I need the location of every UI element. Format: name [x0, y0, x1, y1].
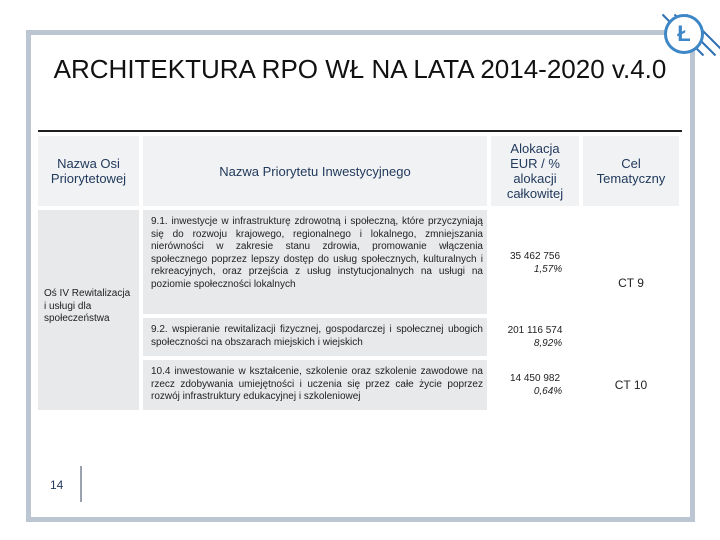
allocation-10-4: [491, 360, 579, 410]
allocation-9-2: [491, 318, 579, 356]
axis-name-cell: Oś IV Rewitalizacja i usługi dla społeczeństwa: [38, 210, 139, 410]
allocation-amount: 201 116 574: [507, 325, 563, 336]
thematic-goal-ct9: CT 9: [583, 210, 679, 356]
allocation-percent: 1,57%: [533, 264, 563, 275]
page-number-divider: [80, 466, 82, 502]
allocation-9-1: [491, 210, 579, 314]
thematic-goal-ct10: CT 10: [583, 360, 679, 410]
allocation-amount: 14 450 982: [509, 373, 561, 384]
header-allocation: Alokacja EUR / % alokacji całkowitej: [491, 136, 579, 206]
allocation-percent: 8,92%: [533, 338, 563, 349]
page-title: ARCHITEKTURA RPO WŁ NA LATA 2014-2020 v.4.0: [53, 54, 667, 84]
page-number: 14: [50, 478, 64, 492]
priority-9-2-description: 9.2. wspieranie rewitalizacji fizycznej, gospodarczej i społecznej ubogich społeczności na obszarach miejskich i wiejskich: [143, 318, 487, 356]
header-priority-name: Nazwa Priorytetu Inwestycyjnego: [143, 136, 487, 206]
logo-l-icon: [664, 14, 704, 54]
priority-9-1-description: 9.1. inwestycje w infrastrukturę zdrowotną i społeczną, które przyczyniają się do rozwoju krajowego, regionalnego i lokalnego, zmniejszania nierówności w zakresie stanu zdrowia, promowanie włączenia społecznego poprzez lepszy dostęp do usług społecznych, kulturalnych i rekreacyjnych, oraz przejścia z usług instytucjonalnych na usługi na poziomie społeczności lokalnych: [143, 210, 487, 314]
header-axis-name: Nazwa Osi Priorytetowej: [38, 136, 139, 206]
logo-glyph: Ł: [677, 21, 691, 46]
priority-10-4-description: 10.4 inwestowanie w kształcenie, szkolenie oraz szkolenie zawodowe na rzecz zdobywania umiejętności i uczenia się przez całe życie poprzez rozwój infrastruktury edukacyjnej i szkoleniowej: [143, 360, 487, 410]
header-thematic-goal: Cel Tematyczny: [583, 136, 679, 206]
title-divider: [38, 130, 682, 132]
allocation-percent: 0,64%: [533, 386, 563, 397]
allocation-amount: 35 462 756: [509, 251, 561, 262]
